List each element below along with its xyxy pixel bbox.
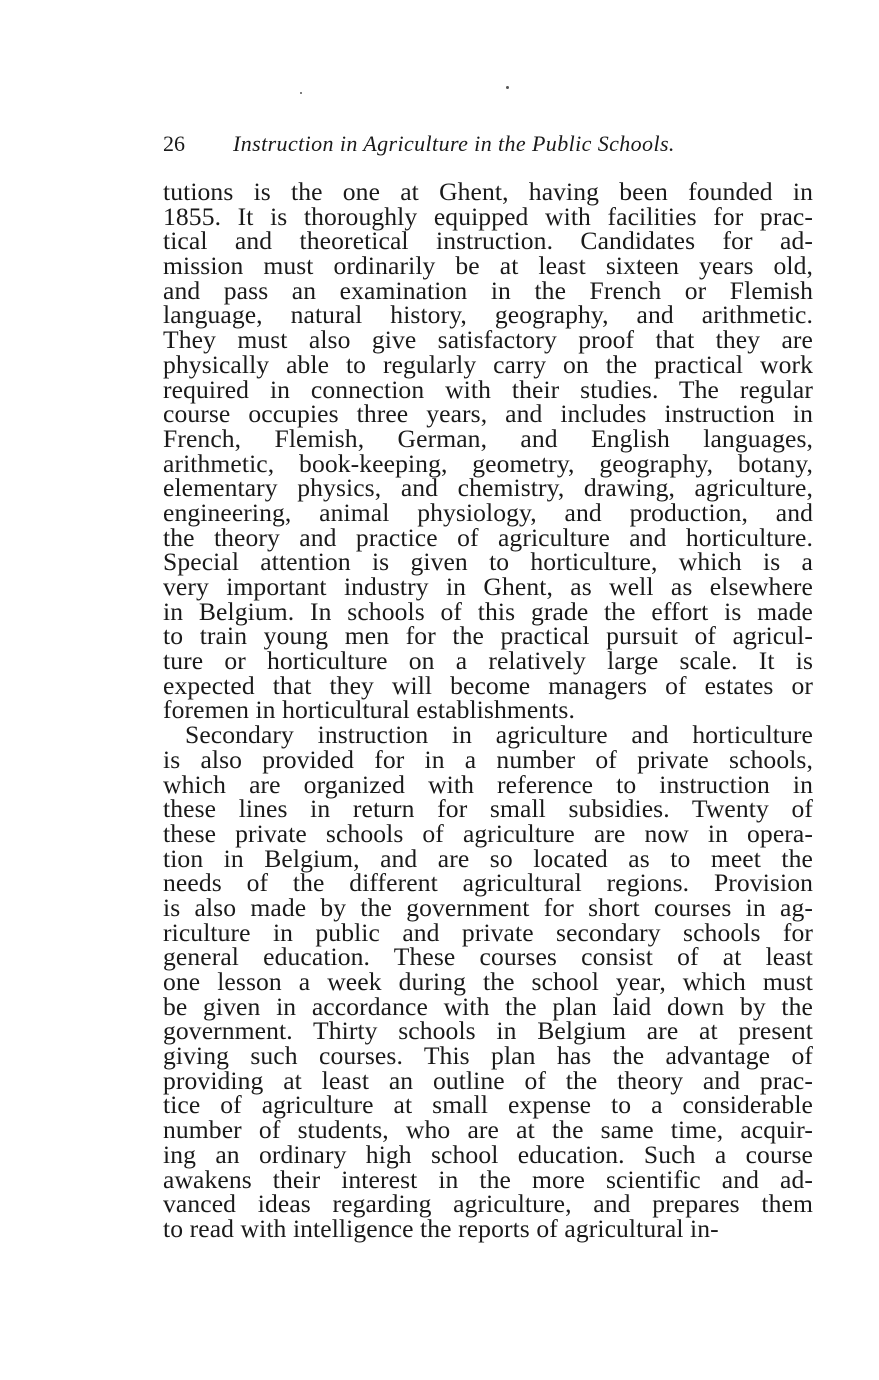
text-line: course occupies three years, and includes instruction in xyxy=(163,399,813,429)
body-text xyxy=(163,177,813,1243)
text-line: these private schools of agriculture are now in opera- xyxy=(163,818,813,848)
text-line: French, Flemish, German, and English languages, xyxy=(163,423,813,453)
text-line: government. Thirty schools in Belgium are at present xyxy=(163,1016,813,1046)
text-line: general education. These courses consist of at least xyxy=(163,942,813,972)
text-line: very important industry in Ghent, as well as elsewhere xyxy=(163,572,813,601)
text-line: needs of the different agricultural regions. Provision xyxy=(163,868,813,898)
text-line: the theory and practice of agriculture and horticulture. xyxy=(163,522,813,552)
running-title: Instruction in Agriculture in the Public Schools. xyxy=(233,131,675,156)
text-line: required in connection with their studies. The regular xyxy=(163,374,813,404)
page-number: 26 xyxy=(163,131,185,156)
text-line: one lesson a week during the school year, which must xyxy=(163,967,813,996)
text-line: providing at least an outline of the theory and prac- xyxy=(163,1065,813,1095)
print-speck xyxy=(506,86,509,89)
text-line: engineering, animal physiology, and production, and xyxy=(163,497,813,527)
text-line: awakens their interest in the more scientific and ad- xyxy=(163,1164,813,1194)
text-line: expected that they will become managers of estates or xyxy=(163,670,813,700)
text-line: language, natural history, geography, and arithmetic. xyxy=(163,300,813,330)
text-line: to train young men for the practical pursuit of agricul- xyxy=(163,621,813,651)
text-line: arithmetic, book-keeping, geometry, geography, botany, xyxy=(163,448,813,478)
text-line: tical and theoretical instruction. Candidates for ad- xyxy=(163,226,813,256)
text-line: riculture in public and private secondary schools for xyxy=(163,917,813,947)
text-line: They must also give satisfactory proof that they are xyxy=(163,325,813,355)
text-line: physically able to regularly carry on the practical work xyxy=(163,349,813,379)
text-line: which are organized with reference to instruction in xyxy=(163,769,813,799)
text-line: foremen in horticultural establishments. xyxy=(163,695,575,725)
text-line: is also provided for in a number of private schools, xyxy=(163,744,813,774)
text-line: mission must ordinarily be at least sixteen years old, xyxy=(163,251,813,281)
text-line: vanced ideas regarding agriculture, and prepares them xyxy=(163,1189,813,1219)
text-line: in Belgium. In schools of this grade the effort is made xyxy=(163,596,813,626)
text-line: 1855. It is thoroughly equipped with facilities for prac- xyxy=(163,201,813,231)
paragraph xyxy=(163,177,813,725)
text-line: number of students, who are at the same time, acquir- xyxy=(163,1115,813,1145)
text-line: to read with intelligence the reports of agricultural in- xyxy=(163,1213,719,1243)
text-line: elementary physics, and chemistry, drawing, agriculture, xyxy=(163,473,813,503)
text-line: tice of agriculture at small expense to a considerable xyxy=(163,1090,813,1120)
running-header xyxy=(163,128,823,160)
text-line: giving such courses. This plan has the advantage of xyxy=(163,1041,813,1071)
text-line: ture or horticulture on a relatively large scale. It is xyxy=(163,646,813,676)
text-line: tutions is the one at Ghent, having been founded in xyxy=(163,177,813,206)
text-line: tion in Belgium, and are so located as to meet the xyxy=(163,843,813,873)
text-line: is also made by the government for short courses in ag- xyxy=(163,892,813,922)
paragraph xyxy=(163,720,813,1243)
text-line: Special attention is given to horticulture, which is a xyxy=(163,547,813,577)
text-line: ing an ordinary high school education. Such a course xyxy=(163,1139,813,1169)
print-speck xyxy=(300,92,302,94)
text-line: be given in accordance with the plan laid down by the xyxy=(163,991,813,1021)
text-line: and pass an examination in the French or Flemish xyxy=(163,275,813,305)
text-line: Secondary instruction in agriculture and horticulture xyxy=(185,720,813,750)
text-line: these lines in return for small subsidies. Twenty of xyxy=(163,794,813,824)
